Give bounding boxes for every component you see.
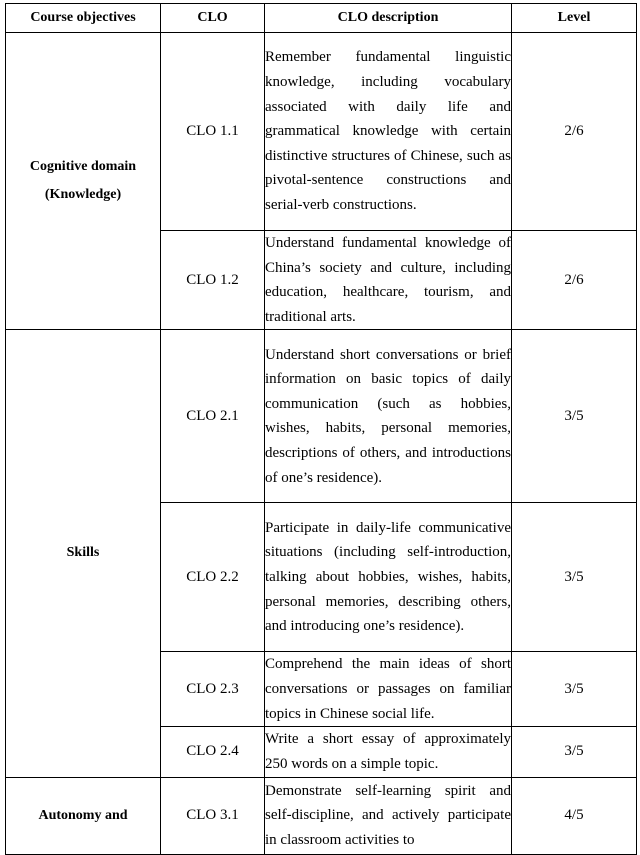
objective-cognitive-line-2: (Knowledge) bbox=[44, 187, 122, 203]
objective-skills: Skills bbox=[6, 330, 161, 777]
clo-code: CLO 3.1 bbox=[161, 777, 265, 854]
header-row bbox=[6, 4, 637, 33]
table-row bbox=[6, 777, 637, 854]
header-clo: CLO bbox=[161, 4, 265, 33]
clo-level: 2/6 bbox=[512, 33, 637, 231]
table-row bbox=[6, 330, 637, 503]
clo-level: 3/5 bbox=[512, 652, 637, 727]
clo-description: Understand short conversations or brief information on basic topics of daily communication (such as hobbies, wishes, habits, personal memories, descriptions of others, and introductions of one’s residence). bbox=[265, 330, 512, 503]
clo-code: CLO 2.2 bbox=[161, 503, 265, 652]
clo-level: 3/5 bbox=[512, 727, 637, 777]
header-level: Level bbox=[512, 4, 637, 33]
clo-code: CLO 1.2 bbox=[161, 231, 265, 330]
header-course-objectives: Course objectives bbox=[6, 4, 161, 33]
clo-description: Demonstrate self-learning spirit and self-discipline, and actively participate in classroom activities to bbox=[265, 777, 512, 854]
header-clo-description: CLO description bbox=[265, 4, 512, 33]
clo-code: CLO 1.1 bbox=[161, 33, 265, 231]
clo-description: Write a short essay of approximately 250 words on a simple topic. bbox=[265, 727, 512, 777]
objective-autonomy: Autonomy and bbox=[6, 777, 161, 854]
clo-code: CLO 2.3 bbox=[161, 652, 265, 727]
clo-level: 3/5 bbox=[512, 503, 637, 652]
clo-code: CLO 2.1 bbox=[161, 330, 265, 503]
clo-table bbox=[5, 3, 637, 855]
objective-cognitive-line-1: Cognitive domain bbox=[29, 159, 137, 175]
clo-description: Participate in daily-life communicative situations (including self-introduction, talking about hobbies, wishes, habits, personal memories, describing others, and introducing one’s residence). bbox=[265, 503, 512, 652]
table-row bbox=[6, 33, 637, 231]
clo-description: Comprehend the main ideas of short conversations or passages on familiar topics in Chinese social life. bbox=[265, 652, 512, 727]
clo-level: 4/5 bbox=[512, 777, 637, 854]
objective-cognitive bbox=[6, 33, 161, 330]
clo-description: Remember fundamental linguistic knowledge, including vocabulary associated with daily life and grammatical knowledge with certain distinctive structures of Chinese, such as pivotal-sentence constructions and serial-verb constructions. bbox=[265, 33, 512, 231]
clo-code: CLO 2.4 bbox=[161, 727, 265, 777]
clo-description: Understand fundamental knowledge of China’s society and culture, including education, healthcare, tourism, and traditional arts. bbox=[265, 231, 512, 330]
clo-level: 2/6 bbox=[512, 231, 637, 330]
clo-level: 3/5 bbox=[512, 330, 637, 503]
